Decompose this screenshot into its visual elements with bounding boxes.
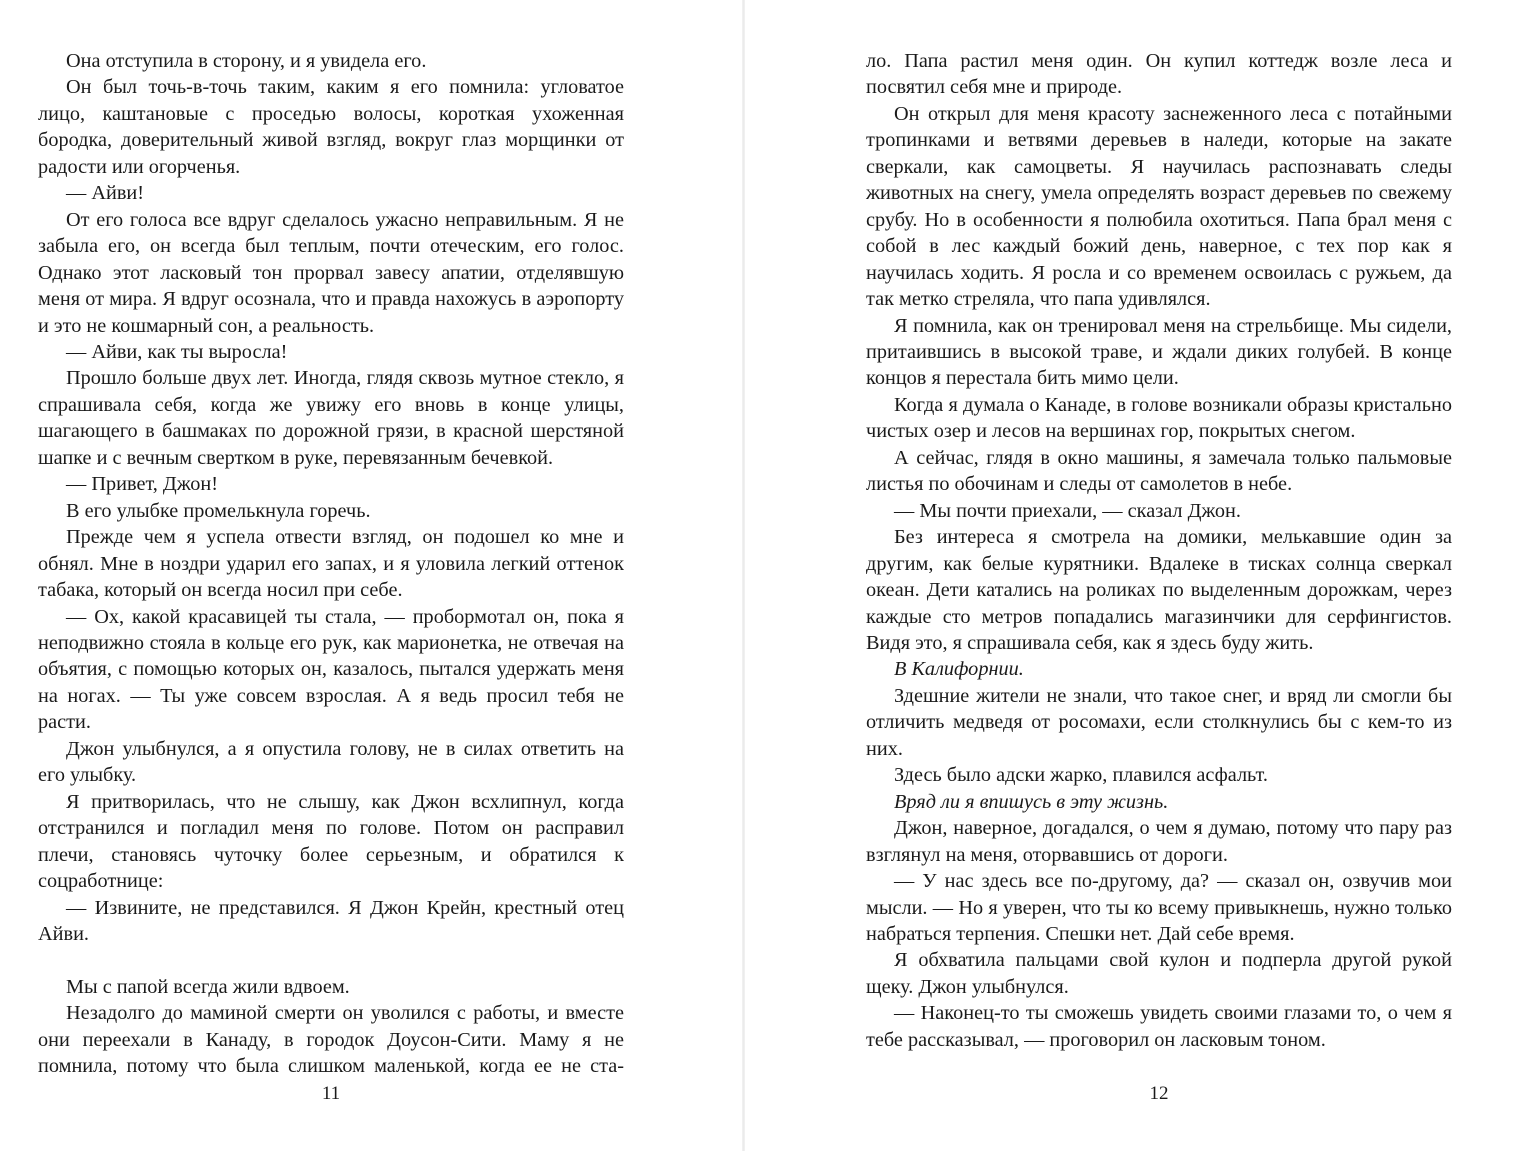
paragraph: Незадолго до маминой смерти он уволился с работы, и вместе они переехали в Канаду, в городок Доусон-Сити. Маму я не помнила, потому что была слишком маленькой, когда ее не ста- (38, 1002, 624, 1078)
section-break (38, 947, 624, 973)
paragraph: Без интереса я смотрела на домики, мелькавшие один за другим, как белые курятники. Вдалеке в тисках солнца сверкал океан. Дети катались на роликах по выделенным дорожкам, через каждые сто метров попадались магазинчики для серфингистов. Видя это, я спрашивала себя, как я здесь буду жить. (866, 526, 1452, 654)
paragraph: Джон улыбнулся, а я опустила голову, не в силах ответить на его улыбку. (38, 737, 624, 787)
right-page-number: 12 (1149, 1083, 1169, 1104)
paragraph: Здесь было адски жарко, плавился асфальт. (894, 764, 1268, 787)
paragraph: Джон, наверное, догадался, о чем я думаю, потому что пару раз взглянул на меня, оторвавшись от дороги. (866, 817, 1452, 866)
paragraph: — Извините, не представился. Я Джон Крейн, крестный отец Айви. (38, 896, 624, 945)
paragraph: Мы с папой всегда жили вдвоем. (66, 975, 350, 998)
right-page (866, 48, 1452, 1053)
paragraph: — Мы почти приехали, — сказал Джон. (894, 499, 1241, 522)
paragraph: Я помнила, как он тренировал меня на стрельбище. Мы сидели, притаившись в высокой траве, и ждали диких голубей. В конце концов я перестала бить мимо цели. (866, 314, 1452, 390)
right-page-text (866, 48, 1452, 1053)
paragraph: — Наконец-то ты сможешь увидеть своими глазами то, о чем я тебе рассказывал, — проговорил он ласковым тоном. (866, 1002, 1452, 1051)
paragraph: Когда я думала о Канаде, в голове возникали образы кристально чистых озер и лесов на вершинах гор, покрытых снегом. (866, 393, 1452, 443)
paragraph: Прежде чем я успела отвести взгляд, он подошел ко мне и обнял. Мне в ноздри ударил его запах, и я уловила легкий оттенок табака, который он всегда носил при себе. (38, 526, 624, 602)
paragraph: От его голоса все вдруг сделалось ужасно неправильным. Я не забыла его, он всегда был теплым, почти отеческим, его голос. Однако этот ласковый тон прорвал завесу апатии, отделявшую меня от мира. Я вдруг осознала, что и правда нахожусь в аэропорту и это не кошмарный сон, а реальность. (38, 208, 624, 337)
paragraph: В его улыбке промелькнула горечь. (66, 499, 371, 522)
left-page (38, 48, 624, 1080)
book-gutter (742, 0, 745, 1151)
paragraph: — Айви, как ты выросла! (66, 340, 288, 363)
paragraph: — Ох, какой красавицей ты стала, — пробормотал он, пока я неподвижно стояла в кольце его рук, как марионетка, не отвечая на объятия, с помощью которых он, казалось, пытался удержать меня на ногах. — Ты уже совсем взрослая. А я ведь просил тебя не расти. (38, 605, 624, 734)
paragraph: Здешние жители не знали, что такое снег, и вряд ли смогли бы отличить медведя от росомахи, если столкнулись бы с кем-то из них. (866, 684, 1452, 760)
paragraph: Он был точь-в-точь таким, каким я его помнила: угловатое лицо, каштановые с проседью волосы, короткая ухоженная бородка, доверительный живой взгляд, вокруг глаз морщинки от радости или огорченья. (38, 76, 624, 178)
paragraph: Он открыл для меня красоту заснеженного леса с потайными тропинками и ветвями деревьев в наледи, которые на закате сверкали, как самоцветы. Я научилась распознавать следы животных на снегу, умела определять возраст деревьев по свежему срубу. Но в особенности я полюбила охотиться. Папа брал меня с собой в лес каждый божий день, наверное, с тех пор как я научилась ходить. Я росла и со временем освоилась с ружьем, да так метко стреляла, что папа удивлялся. (866, 102, 1452, 311)
paragraph: В Калифорнии. (894, 658, 1024, 681)
paragraph: Я притворилась, что не слышу, как Джон всхлипнул, когда отстранился и погладил меня по голове. Потом он расправил плечи, становясь чуточку более серьезным, и обратился к соцработнице: (38, 790, 624, 893)
left-page-number: 11 (321, 1083, 341, 1104)
paragraph: А сейчас, глядя в окно машины, я замечала только пальмовые листья по обочинам и следы от самолетов в небе. (866, 446, 1452, 496)
left-page-text (38, 48, 624, 1080)
paragraph: Вряд ли я впишусь в эту жизнь. (894, 790, 1169, 813)
paragraph: Я обхватила пальцами свой кулон и подперла другой рукой щеку. Джон улыбнулся. (866, 949, 1452, 998)
paragraph: Она отступила в сторону, и я увидела его. (66, 50, 427, 72)
paragraph: — Айви! (66, 182, 145, 205)
paragraph: Прошло больше двух лет. Иногда, глядя сквозь мутное стекло, я спрашивала себя, когда же увижу его вновь в конце улицы, шагающего в башмаках по дорожной грязи, в красной шерстяной шапке и с вечным свертком в руке, перевязанным бечевкой. (38, 367, 624, 469)
paragraph: ло. Папа растил меня один. Он купил коттедж возле леса и посвятил себя мне и природе. (866, 50, 1452, 99)
paragraph: — Привет, Джон! (66, 473, 219, 496)
paragraph: — У нас здесь все по-другому, да? — сказал он, озвучив мои мысли. — Но я уверен, что ты ко всему привыкнешь, нужно только набраться терпения. Спешки нет. Дай себе время. (866, 870, 1452, 945)
